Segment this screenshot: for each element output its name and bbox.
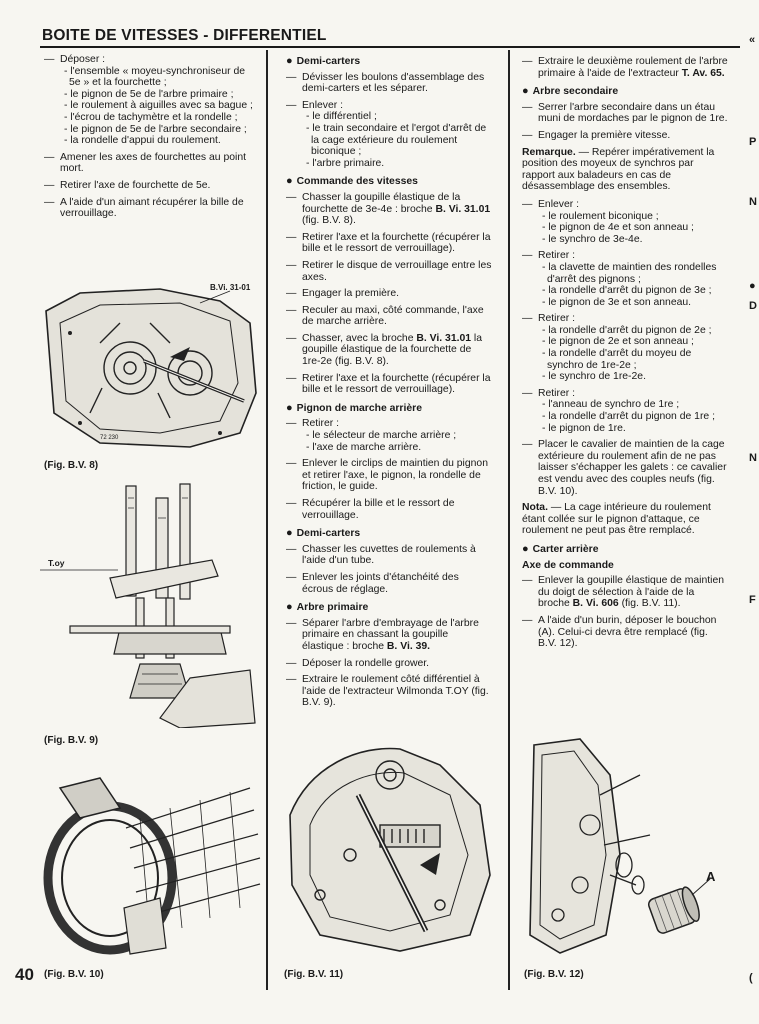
- sub-item: - la rondelle d'arrêt du moyeu de synchro de 1re-2e ;: [542, 348, 692, 371]
- sub-item: - le pignon de 4e et son anneau ;: [542, 222, 694, 234]
- column-divider-2: [508, 50, 510, 990]
- list-item: — Enlever le circlips de maintien du pignon et retirer l'axe, le pignon, la rondelle de friction, le guide.: [286, 458, 492, 493]
- sub-item: - le pignon de 5e de l'arbre primaire ;: [64, 88, 234, 100]
- section-heading: ● Pignon de marche arrière: [286, 401, 422, 414]
- remarque-paragraph: Remarque. — Repérer impérativement la position des moyeux de synchros par rapport aux baladeurs en cas de désassemblage des ensembles.: [522, 146, 715, 193]
- sub-item: - la rondelle d'arrêt du pignon de 3e ;: [542, 285, 712, 297]
- list-item: — Séparer l'arbre d'embrayage de l'arbre primaire en chassant la goupille élastique : broche B. Vi. 39.: [286, 618, 492, 653]
- figure-caption-bv10: (Fig. B.V. 10): [44, 969, 104, 980]
- label-a: A: [706, 869, 716, 884]
- bearing-cage-illustration: [40, 758, 262, 958]
- column-1: [44, 54, 256, 225]
- page-title: BOITE DE VITESSES - DIFFERENTIEL: [42, 27, 327, 44]
- figure-caption-bv8: (Fig. B.V. 8): [44, 460, 99, 471]
- sub-item: - l'anneau de synchro de 1re ;: [542, 399, 680, 411]
- list-item: — A l'aide d'un burin, déposer le bouchon (A). Celui-ci devra être remplacé (fig. B.V. 12).: [522, 615, 728, 650]
- sub-item: - le sélecteur de marche arrière ;: [306, 430, 457, 442]
- sub-item: - le synchro de 3e-4e.: [542, 233, 643, 245]
- header-rule: [40, 46, 740, 48]
- selector-pin-illustration: [280, 735, 502, 957]
- figure-bv11: [280, 735, 502, 957]
- figure-caption-bv11: (Fig. B.V. 11): [284, 969, 344, 980]
- list-item: — Enlever : - le différentiel ; - le train secondaire et l'ergot d'arrêt de la cage extérieure du roulement biconique ; - l'arbre primaire.: [286, 100, 492, 170]
- edge-letter: ●: [749, 280, 756, 292]
- list-item: — A l'aide d'un aimant récupérer la bille de verrouillage.: [44, 197, 256, 220]
- sub-item: - la rondelle d'appui du roulement.: [64, 135, 221, 147]
- list-item: — Déposer la rondelle grower.: [286, 658, 492, 670]
- sub-item: - l'écrou de tachymètre et la rondelle ;: [64, 111, 238, 123]
- list-item: — Extraire le roulement côté différentiel à l'aide de l'extracteur Wilmonda T.OY (fig. B.V. 9).: [286, 674, 492, 709]
- list-item: — Engager la première.: [286, 288, 492, 300]
- subsection-heading: Axe de commande: [522, 559, 614, 571]
- sub-item: - la clavette de maintien des rondelles d'arrêt des pignons ;: [542, 261, 717, 285]
- list-item: — Chasser les cuvettes de roulements à l'aide d'un tube.: [286, 544, 492, 567]
- edge-letter: F: [749, 594, 756, 606]
- edge-letter: P: [749, 136, 757, 148]
- sub-item: - le roulement biconique ;: [542, 210, 659, 222]
- page-number: 40: [15, 965, 34, 984]
- column-divider-1: [266, 50, 268, 990]
- section-heading: ● Arbre secondaire: [522, 85, 619, 98]
- list-item: — Extraire le deuxième roulement de l'arbre primaire à l'aide de l'extracteur T. Av. 65.: [522, 56, 728, 79]
- section-heading: ● Commande des vitesses: [286, 175, 418, 188]
- sub-item: - le pignon de 2e et son anneau ;: [542, 336, 694, 348]
- tool-label: B.Vi. 31-01: [210, 283, 251, 292]
- list-item: — Placer le cavalier de maintien de la cage extérieure du roulement afin de ne pas laisser s'échapper les galets : ce cavalier est vendu avec des couples neufs (fig. B.V. 10).: [522, 439, 728, 497]
- figure-bv10: [40, 758, 262, 958]
- list-item: — Retirer le disque de verrouillage entre les axes.: [286, 260, 492, 283]
- list-item: — Retirer l'axe et la fourchette (récupérer la bille et le ressort de verrouillage).: [286, 232, 492, 255]
- list-item: [44, 54, 256, 147]
- list-item: — Retirer : - la clavette de maintien des rondelles d'arrêt des pignons ; - la rondelle d'arrêt du pignon de 3e ; - le pignon de 3e et son anneau.: [522, 250, 728, 308]
- edge-letter: D: [749, 300, 757, 312]
- list-item: — Enlever : - le roulement biconique ; - le pignon de 4e et son anneau ; - le synchro de 3e-4e.: [522, 199, 728, 245]
- figure-caption-bv12: (Fig. B.V. 12): [524, 969, 584, 980]
- list-item: — Retirer : - la rondelle d'arrêt du pignon de 2e ; - le pignon de 2e et son anneau ; - la rondelle d'arrêt du moyeu de synchro de 1re-2e ; - le synchro de 1re-2e.: [522, 313, 728, 383]
- list-item: — Récupérer la bille et le ressort de verrouillage.: [286, 498, 492, 521]
- figure-bv8: [40, 283, 262, 451]
- section-heading: ● Carter arrière: [522, 542, 599, 555]
- sub-item: - le pignon de 3e et son anneau.: [542, 296, 692, 308]
- sub-item: - l'axe de marche arrière.: [306, 441, 422, 453]
- rear-housing-plug-illustration: [520, 735, 745, 957]
- sub-item: - le synchro de 1re-2e.: [542, 371, 646, 383]
- list-item: — Retirer : - l'anneau de synchro de 1re ; - la rondelle d'arrêt du pignon de 1re ; - le pignon de 1re.: [522, 388, 728, 434]
- column-3: [522, 56, 728, 655]
- sub-item: - l'arbre primaire.: [306, 157, 385, 169]
- sub-item: - le train secondaire et l'ergot d'arrêt de la cage extérieure du roulement biconique ;: [306, 122, 487, 158]
- figure-caption-bv9: (Fig. B.V. 9): [44, 735, 99, 746]
- list-item: — Retirer l'axe et la fourchette (récupérer la bille et le ressort de verrouillage).: [286, 373, 492, 396]
- sub-item: - l'ensemble « moyeu-synchroniseur de 5e » et la fourchette ;: [64, 65, 246, 89]
- list-item: — Amener les axes de fourchettes au point mort.: [44, 152, 256, 175]
- nota-paragraph: Nota. — La cage intérieure du roulement étant collée sur le pignon d'attaque, ce roulement ne peut pas être remplacé.: [522, 502, 711, 537]
- tool-label: T.oy: [48, 558, 65, 568]
- list-item: — Enlever les joints d'étanchéité des écrous de réglage.: [286, 572, 492, 595]
- list-item: — Serrer l'arbre secondaire dans un étau muni de mordaches par le pignon de 1re.: [522, 102, 728, 125]
- edge-letter: (: [749, 972, 753, 984]
- list-item: — Enlever la goupille élastique de maintien du doigt de sélection à l'aide de la broche B. Vi. 606 (fig. B.V. 11).: [522, 575, 728, 610]
- edge-letter: «: [749, 34, 756, 46]
- section-heading: ● Arbre primaire: [286, 601, 369, 614]
- list-item: — Reculer au maxi, côté commande, l'axe de marche arrière.: [286, 305, 492, 328]
- gearbox-housing-illustration: [40, 283, 262, 451]
- section-heading: ● Demi-carters: [286, 55, 361, 67]
- sub-item: - le différentiel ;: [306, 111, 377, 123]
- sub-item: - le pignon de 5e de l'arbre secondaire ;: [64, 123, 247, 135]
- edge-letter: N: [749, 196, 757, 208]
- figure-ref: 72 230: [100, 435, 119, 441]
- figure-bv12: [520, 735, 745, 957]
- section-heading: ● Demi-carters: [286, 527, 361, 540]
- sub-item: - la rondelle d'arrêt du pignon de 1re ;: [542, 411, 715, 423]
- list-item: — Dévisser les boulons d'assemblage des demi-carters et les séparer.: [286, 72, 492, 95]
- edge-letter: N: [749, 452, 757, 464]
- list-item: — Retirer l'axe de fourchette de 5e.: [44, 180, 256, 192]
- sub-item: - le pignon de 1re.: [542, 422, 626, 434]
- figure-bv9: [40, 478, 262, 728]
- column-2: [286, 56, 492, 714]
- extractor-tool-illustration: [40, 478, 262, 728]
- list-item: — Chasser, avec la broche B. Vi. 31.01 la goupille élastique de la fourchette de 1re-2e (fig. B.V. 8).: [286, 333, 492, 368]
- list-item: — Chasser la goupille élastique de la fourchette de 3e-4e : broche B. Vi. 31.01 (fig. B.V. 8).: [286, 192, 492, 227]
- sub-item: - le roulement à aiguilles avec sa bague ;: [64, 100, 253, 112]
- list-item: — Retirer : - le sélecteur de marche arrière ; - l'axe de marche arrière.: [286, 418, 492, 453]
- list-item: — Engager la première vitesse.: [522, 130, 728, 142]
- deposer-intro: — Déposer :: [60, 54, 106, 65]
- sub-item: - la rondelle d'arrêt du pignon de 2e ;: [542, 324, 712, 336]
